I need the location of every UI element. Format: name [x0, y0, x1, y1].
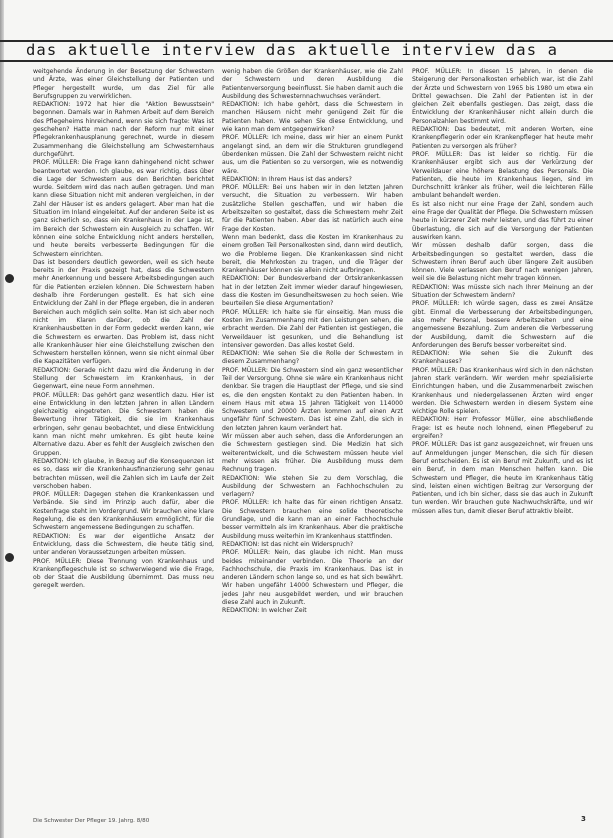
article-paragraph: REDAKTION: Wie sehen Sie die Zukunft des Krankenhauses?	[412, 350, 595, 366]
article-paragraph: REDAKTION: 1972 hat hier die "Aktion Bewusstsein" begonnen. Damals war in Rahmen Arbeit auf dem Bereich des Pflegeheims hinreichend, wenn sie sich fragte: Was ist geschehen? Hatte man nach der Reform nur mit einer Pflegekrankenhausplanung gerechnet, wurde in diesem Zusammenhang die Gleichstellung am Schwesternhaus durchgeführt.	[33, 101, 216, 158]
binding-shadow	[0, 0, 4, 838]
article-paragraph: PROF. MÜLLER: Das gehört ganz wesentlich dazu. Hier ist eine Entwicklung in den letzten Jahren in allen Ländern gleichzeitig eingetreten. Die Schwestern haben die Bewertung ihrer Tätigkeit, die sie im Krankenhaus erbringen, sehr genau beobachtet, und diese Entwicklung kann man nicht mehr umkehren. Es gibt heute keine Alternative dazu. Aber es fehlt der Ausgleich zwischen den Gruppen.	[33, 391, 216, 457]
article-paragraph: PROF. MÜLLER: Ich halte das für einen richtigen Ansatz. Die Schwestern brauchen eine solide theoretische Grundlage, und die kann man an einer Fachhochschule besser vermitteln als im Krankenhaus. Aber die praktische Ausbildung muss weiterhin im Krankenhaus stattfinden.	[222, 499, 405, 540]
header-rule-bottom	[0, 60, 613, 62]
article-paragraph: REDAKTION: Ich glaube, in Bezug auf die Konsequenzen ist es so, dass wir die Krankenhausfinanzierung sehr genau betrachten müssen, weil die Zahlen sich im Laufe der Zeit verschoben haben.	[33, 457, 216, 490]
article-paragraph: REDAKTION: Der Bundesverband der Ortskrankenkassen hat in der letzten Zeit immer wieder darauf hingewiesen, dass die Kosten im Gesundheitswesen zu hoch seien. Wie beurteilen Sie diese Argumentation?	[222, 275, 405, 308]
article-paragraph: Wir müssen aber auch sehen, dass die Anforderungen an die Schwestern gestiegen sind. Die Medizin hat sich weiterentwickelt, und die Schwestern müssen heute viel mehr wissen als früher. Die Ausbildung muss dem Rechnung tragen.	[222, 433, 405, 474]
article-paragraph: Wenn man bedenkt, dass die Kosten im Krankenhaus zu einem großen Teil Personalkosten sind, dann wird deutlich, wo die Probleme liegen. Die Krankenkassen sind nicht bereit, die Mehrkosten zu tragen, und die Träger der Krankenhäuser können sie allein nicht aufbringen.	[222, 233, 405, 275]
article-paragraph: REDAKTION: Es war der eigentliche Ansatz der Entwicklung, dass die Schwestern, die heute tätig sind, unter anderen Voraussetzungen arbeiten müssen.	[33, 532, 216, 557]
article-paragraph: PROF. MÜLLER: In diesen 15 Jahren, in denen die Steigerung der Personalkosten erheblich war, ist die Zahl der Ärzte und Schwestern von 1965 bis 1980 um etwa ein Drittel gewachsen. Die Zahl der Patienten ist in der gleichen Zeit ebenfalls gestiegen. Das zeigt, dass die Entwicklung der Krankenhäuser nicht allein durch die Personalzahlen bestimmt wird.	[412, 68, 595, 125]
article-paragraph: PROF. MÜLLER: Das ist ganz ausgezeichnet, wir freuen uns auf Anmeldungen junger Menschen, die sich für diesen Beruf entscheiden. Es ist ein Beruf mit Zukunft, und es ist ein Beruf, in dem man Menschen helfen kann. Die Schwestern und Pfleger, die heute im Krankenhaus tätig sind, leisten einen wichtigen Beitrag zur Versorgung der Patienten, und ich bin sicher, dass sie das auch in Zukunft tun werden. Wir brauchen gute Nachwuchskräfte, und wir müssen alles tun, damit dieser Beruf attraktiv bleibt.	[412, 441, 595, 515]
punch-hole-lower	[5, 553, 14, 562]
article-paragraph: PROF. MÜLLER: Das ist leider so richtig. Für die Krankenhäuser ergibt sich aus der Verkürzung der Verweildauer eine höhere Belastung des Personals. Die Patienten, die heute im Krankenhaus liegen, sind im Durchschnitt kränker als früher, weil die leichteren Fälle ambulant behandelt werden.	[412, 150, 595, 200]
article-paragraph: REDAKTION: Wie sehen Sie die Rolle der Schwestern in diesem Zusammenhang?	[222, 350, 405, 366]
article-paragraph: PROF. MÜLLER: Das Krankenhaus wird sich in den nächsten Jahren stark verändern. Wir werden mehr spezialisierte Einrichtungen haben, und die Zusammenarbeit zwischen Krankenhaus und niedergelassenen Ärzten wird enger werden. Die Schwestern werden in diesem System eine wichtige Rolle spielen.	[412, 366, 595, 416]
article-paragraph: wenig haben die Größen der Krankenhäuser, wie die Zahl der Schwestern und deren Ausbildung die Patientenversorgung beeinflusst. Sie haben damit auch die Ausbildung des Schwesternnachwuchses verändert.	[222, 68, 405, 100]
article-paragraph: PROF. MÜLLER: Bei uns haben wir in den letzten Jahren versucht, die Situation zu verbessern. Wir haben zusätzliche Stellen geschaffen, und wir haben die Arbeitszeiten so gestaltet, dass die Schwestern mehr Zeit für die Patienten haben. Aber das ist natürlich auch eine Frage der Kosten.	[222, 184, 405, 233]
article-paragraph: REDAKTION: Ist das nicht ein Widerspruch?	[222, 540, 354, 548]
article-paragraph: PROF. MÜLLER: Die Frage kann dahingehend nicht schwer beantwortet werden. Ich glaube, es war richtig, dass über die Lage der Schwestern aus den Berichten berichtet wurde. Seitdem wird das nach außen getragen. Und man kann diese Situation nicht mit anderen vergleichen, in der Zahl der Häuser ist es anders gelagert. Aber man hat die Situation im Inland eingeleitet. Auf der anderen Seite ist es ganz sicherlich so, dass ein Krankenhaus in der Lage ist, im Bereich der Schwestern ein Ausgleich zu schaffen. Wir können eine solche Entwicklung nicht anders herstellen, und heute bereits verbesserte Bedingungen für die Schwestern einrichten.	[33, 159, 216, 258]
issue-footer: Die Schwester Der Pfleger 19. Jahrg. 8/80	[33, 818, 150, 824]
article-paragraph: PROF. MÜLLER: Nein, das glaube ich nicht. Man muss beides miteinander verbinden. Die Theorie an der Fachhochschule, die Praxis im Krankenhaus. Das ist in anderen Ländern schon lange so, und es hat sich bewährt. Wir haben ungefähr 14000 Schwestern und Pfleger, die jedes Jahr neu ausgebildet werden, und wir brauchen diese Zahl auch in Zukunft.	[222, 549, 405, 606]
text-column-2	[222, 68, 403, 806]
article-paragraph: PROF. MÜLLER: Die Schwestern sind ein ganz wesentlicher Teil der Versorgung. Ohne sie wäre ein Krankenhaus nicht denkbar. Sie tragen die Hauptlast der Pflege, und sie sind es, die den engsten Kontakt zu den Patienten haben. In einem Haus mit etwa 15 Jahren Tätigkeit von 114000 Schwestern und 20000 Ärzten kommen auf einen Arzt ungefähr fünf Schwestern. Das ist eine Zahl, die sich in den letzten Jahren kaum verändert hat.	[222, 366, 405, 432]
article-paragraph: PROF. MÜLLER: Diese Trennung von Krankenhaus und Krankenpflegeschule ist so schwerwiegend wie die Frage, ob der Staat die Ausbildung übernimmt. Das muss neu geregelt werden.	[33, 557, 216, 590]
text-column-1	[33, 68, 214, 806]
article-paragraph: PROF. MÜLLER: Ich meine, dass wir hier an einem Punkt angelangt sind, an dem wir die Strukturen grundlegend überdenken müssen. Die Zahl der Schwestern reicht nicht aus, um die Patienten so zu versorgen, wie es notwendig wäre.	[222, 134, 405, 175]
article-paragraph: REDAKTION: Was müsste sich nach Ihrer Meinung an der Situation der Schwestern ändern?	[412, 283, 595, 300]
punch-hole-upper	[5, 274, 14, 283]
article-paragraph: PROF. MÜLLER: Ich würde sagen, dass es zwei Ansätze gibt. Einmal die Verbesserung der Arbeitsbedingungen, also mehr Personal, bessere Arbeitszeiten und eine angemessene Bezahlung. Zum anderen die Verbesserung der Ausbildung, damit die Schwestern auf die Anforderungen des Berufs besser vorbereitet sind.	[412, 300, 595, 349]
article-paragraph: Wir müssen deshalb dafür sorgen, dass die Arbeitsbedingungen so gestaltet werden, dass die Schwestern ihren Beruf auch über längere Zeit ausüben können. Viele verlassen den Beruf nach wenigen Jahren, weil sie die Belastung nicht mehr tragen können.	[412, 242, 595, 283]
section-banner: das aktuelle interview das aktuelle interview das a	[26, 41, 559, 59]
article-paragraph: REDAKTION: Ich habe gehört, dass die Schwestern in manchen Häusern nicht mehr genügend Zeit für die Patienten haben. Wie sehen Sie diese Entwicklung, und wie kann man dem entgegenwirken?	[222, 101, 405, 134]
article-paragraph: PROF. MÜLLER: Ich halte sie für einseitig. Man muss die Kosten im Zusammenhang mit den Leistungen sehen, die erbracht werden. Die Zahl der Patienten ist gestiegen, die Verweildauer ist gesunken, und die Behandlung ist intensiver geworden. Das alles kostet Geld.	[222, 308, 405, 349]
article-paragraph: Das ist besonders deutlich geworden, weil es sich heute bereits in der Praxis gezeigt hat, dass die Schwestern mehr Anerkennung und bessere Arbeitsbedingungen auch für die Patienten erzielen können. Die Schwestern haben deshalb ihre Forderungen gestellt. Es hat sich eine Entwicklung der Zahl in der Pflege ergeben, die in anderen Bereichen auch möglich sein sollte. Man ist sich aber noch nicht im Klaren darüber, ob die Zahl der Krankenhausbetten in der Form gedeckt werden kann, wie die Schwestern es erwarten. Das Problem ist, dass nicht alle Krankenhäuser hier eine Gleichstellung zwischen den Schwestern herstellen können, wenn sie nicht einmal über die Kapazitäten verfügen.	[33, 258, 216, 366]
page-number: 3	[581, 815, 586, 823]
article-paragraph: Es ist also nicht nur eine Frage der Zahl, sondern auch eine Frage der Qualität der Pflege. Die Schwestern müssen heute in kürzerer Zeit mehr leisten, und das führt zu einer Überlastung, die sich auf die Versorgung der Patienten auswirken kann.	[412, 200, 595, 241]
article-paragraph: REDAKTION: In Ihrem Haus ist das anders?	[222, 175, 352, 183]
article-paragraph: REDAKTION: In welcher Zeit	[222, 607, 307, 615]
article-paragraph: weitgehende Änderung in der Besetzung der Schwestern und Ärzte, was einer Gleichstellung der Patienten und Pfleger hergestellt wurde, um das Ziel für alle Berufsgruppen zu verwirklichen.	[33, 68, 216, 100]
article-paragraph: REDAKTION: Gerade nicht dazu wird die Änderung in der Stellung der Schwestern im Krankenhaus, in der Gegenwart, eine neue Form annehmen.	[33, 366, 216, 391]
article-paragraph: REDAKTION: Wie stehen Sie zu dem Vorschlag, die Ausbildung der Schwestern an Fachhochschulen zu verlagern?	[222, 474, 405, 499]
article-paragraph: PROF. MÜLLER: Dagegen stehen die Krankenkassen und Verbände. Sie sind im Prinzip auch dafür, aber die Kostenfrage steht im Vordergrund. Wir brauchen eine klare Regelung, die es den Krankenhäusern ermöglicht, für die Schwestern angemessene Bedingungen zu schaffen.	[33, 491, 216, 532]
text-column-3	[412, 68, 593, 806]
article-paragraph: REDAKTION: Herr Professor Müller, eine abschließende Frage: Ist es heute noch lohnend, einen Pflegeberuf zu ergreifen?	[412, 416, 595, 441]
article-paragraph: REDAKTION: Das bedeutet, mit anderen Worten, eine Krankenpflegerin oder ein Krankenpfleger hat heute mehr Patienten zu versorgen als früher?	[412, 126, 595, 150]
